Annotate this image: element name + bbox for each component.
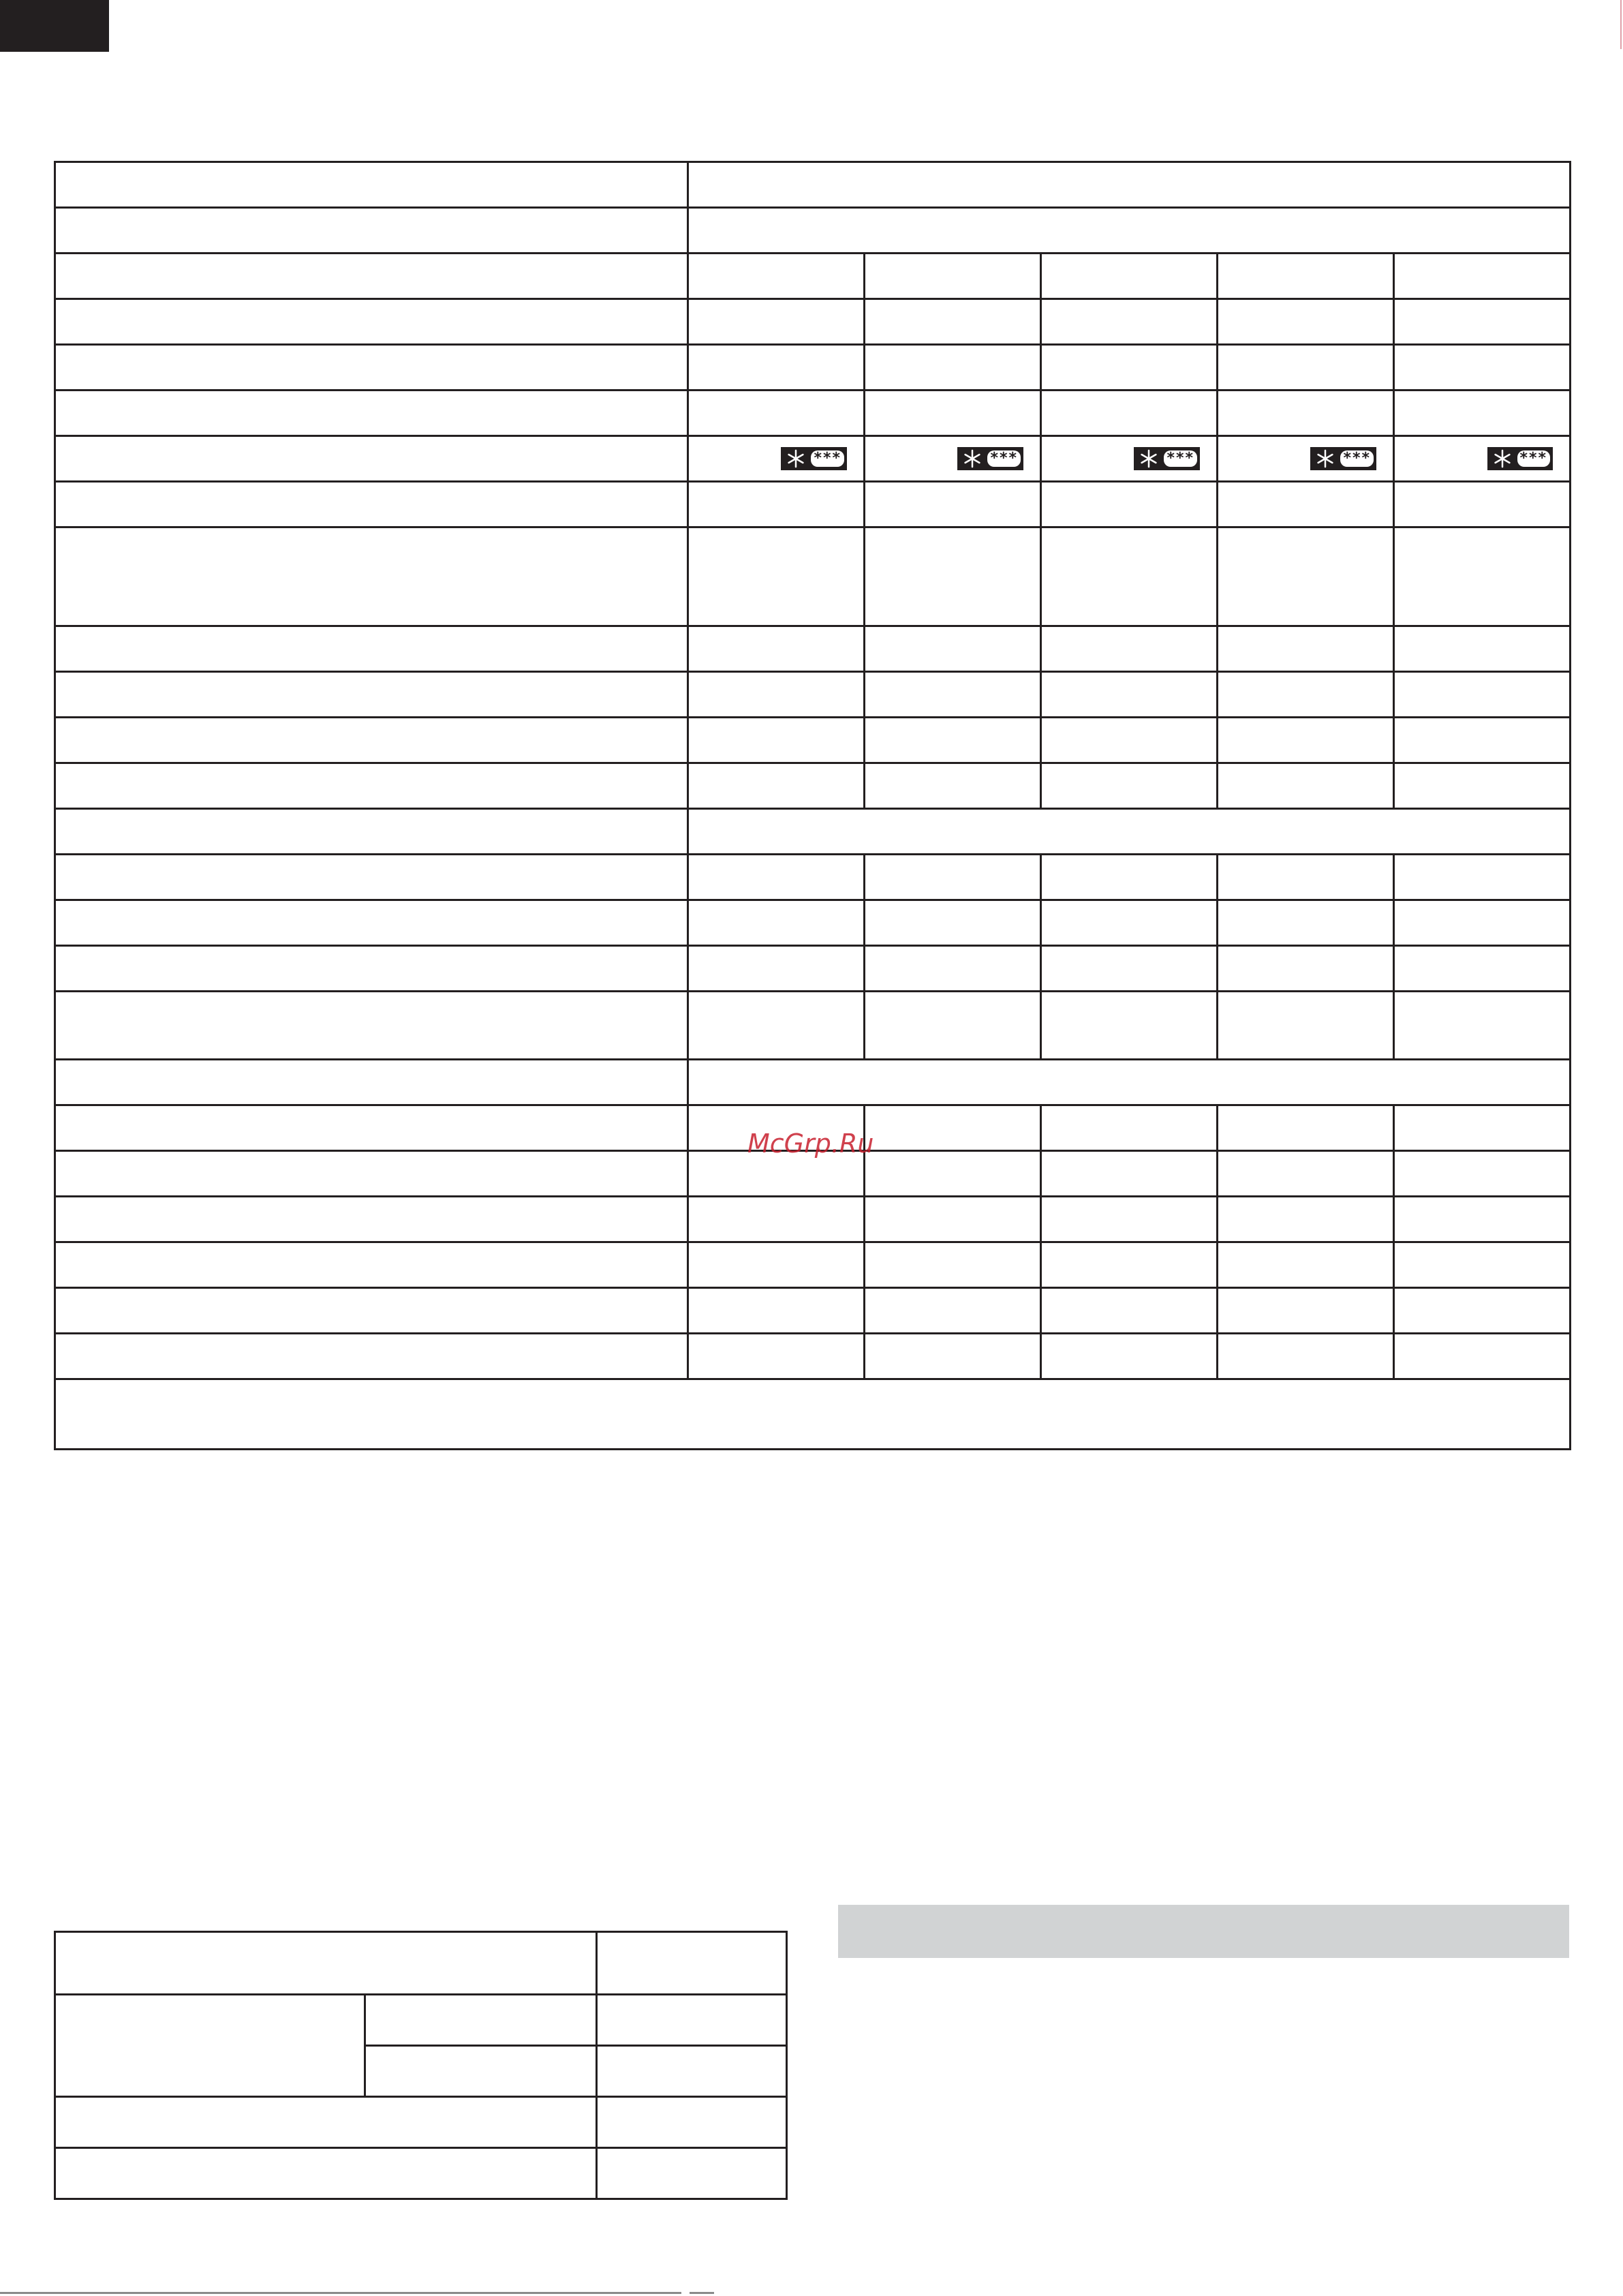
spec-value-cell <box>688 1242 865 1288</box>
spec-value-cell <box>688 855 865 900</box>
spec-row <box>55 527 1571 626</box>
spec-value-cell <box>688 1334 865 1379</box>
spec-row <box>55 855 1571 900</box>
spec-label-cell <box>55 672 688 718</box>
freezer-stars: *** <box>987 450 1021 467</box>
spec-value-cell <box>1218 1242 1394 1288</box>
spec-value-cell <box>1041 855 1218 900</box>
spec-value-span-cell <box>688 162 1571 208</box>
summary-row-header <box>55 1932 787 1995</box>
spec-value-cell <box>688 672 865 718</box>
spec-value-cell <box>1041 345 1218 391</box>
spec-row <box>55 900 1571 946</box>
spec-value-cell <box>688 992 865 1060</box>
watermark: McGrp.Ru <box>747 1129 874 1159</box>
spec-value-cell <box>1041 763 1218 809</box>
spec-row <box>55 672 1571 718</box>
spec-value-cell <box>1041 436 1218 482</box>
spec-value-cell <box>865 1151 1041 1197</box>
summary-row <box>55 2148 787 2199</box>
summary-label-cell <box>55 2148 597 2199</box>
spec-value-cell <box>688 527 865 626</box>
section-header-bar <box>838 1905 1569 1958</box>
spec-value-span-cell <box>688 208 1571 254</box>
spec-value-cell <box>865 672 1041 718</box>
spec-value-cell <box>865 1197 1041 1242</box>
spec-label-cell <box>55 162 688 208</box>
spec-row <box>55 345 1571 391</box>
spec-value-cell <box>688 1288 865 1334</box>
spec-value-cell <box>1041 946 1218 992</box>
spec-value-cell <box>1394 672 1571 718</box>
spec-value-cell <box>1218 1151 1394 1197</box>
summary-value-cell <box>597 2046 787 2097</box>
spec-value-cell <box>1394 1288 1571 1334</box>
spec-value-cell <box>688 900 865 946</box>
spec-value-cell <box>1218 626 1394 672</box>
spec-label-cell <box>55 1334 688 1379</box>
spec-value-cell <box>865 391 1041 436</box>
spec-value-cell <box>1218 946 1394 992</box>
spec-value-cell <box>1218 855 1394 900</box>
spec-label-cell <box>55 946 688 992</box>
spec-value-cell <box>688 345 865 391</box>
spec-value-cell <box>1218 763 1394 809</box>
footer-rule <box>0 2292 681 2294</box>
spec-value-cell <box>1041 1242 1218 1288</box>
spec-value-cell <box>1041 391 1218 436</box>
spec-value-cell <box>865 1288 1041 1334</box>
spec-label-cell <box>55 1060 688 1105</box>
four-star-freezer-icon <box>1487 447 1554 470</box>
spec-label-cell <box>55 436 688 482</box>
spec-value-cell <box>1394 254 1571 299</box>
spec-value-cell <box>865 855 1041 900</box>
summary-sublabel-cell <box>365 1995 597 2046</box>
spec-row <box>55 1060 1571 1105</box>
spec-value-cell <box>688 254 865 299</box>
summary-group-label-cell <box>55 1995 365 2097</box>
spec-value-cell <box>1394 482 1571 527</box>
spec-value-cell <box>688 482 865 527</box>
spec-row <box>55 162 1571 208</box>
four-star-freezer-icon <box>1310 447 1376 470</box>
spec-value-cell <box>688 946 865 992</box>
spec-label-cell <box>55 482 688 527</box>
spec-value-cell <box>865 254 1041 299</box>
spec-value-cell <box>688 1197 865 1242</box>
spec-value-cell <box>1218 391 1394 436</box>
spec-row <box>55 299 1571 345</box>
spec-value-cell <box>1218 345 1394 391</box>
spec-value-cell <box>1041 992 1218 1060</box>
spec-value-cell <box>1218 1197 1394 1242</box>
spec-row <box>55 992 1571 1060</box>
spec-value-cell <box>1218 1105 1394 1151</box>
spec-row <box>55 946 1571 992</box>
spec-value-cell <box>1218 900 1394 946</box>
spec-value-cell <box>865 299 1041 345</box>
spec-value-cell <box>688 436 865 482</box>
spec-value-cell <box>1218 527 1394 626</box>
spec-value-cell <box>1041 527 1218 626</box>
spec-value-cell <box>1041 482 1218 527</box>
spec-value-cell <box>1041 900 1218 946</box>
spec-value-cell <box>1218 718 1394 763</box>
four-star-freezer-icon <box>781 447 847 470</box>
summary-value-cell <box>597 1995 787 2046</box>
spec-label-cell <box>55 718 688 763</box>
spec-value-cell <box>865 345 1041 391</box>
spec-value-span-cell <box>688 809 1571 855</box>
spec-value-cell <box>1394 527 1571 626</box>
summary-label-cell <box>55 2097 597 2148</box>
spec-value-cell <box>1394 1334 1571 1379</box>
spec-value-cell <box>865 900 1041 946</box>
spec-label-cell <box>55 855 688 900</box>
spec-footnote-cell <box>55 1379 1571 1450</box>
spec-value-cell <box>1218 1334 1394 1379</box>
spec-value-cell <box>688 763 865 809</box>
spec-row <box>55 1197 1571 1242</box>
spec-label-cell <box>55 1288 688 1334</box>
spec-value-cell <box>865 436 1041 482</box>
spec-value-cell <box>1218 299 1394 345</box>
summary-table <box>54 1931 788 2200</box>
spec-value-cell <box>1394 391 1571 436</box>
summary-label-cell <box>55 1932 597 1995</box>
spec-label-cell <box>55 763 688 809</box>
freezer-stars: *** <box>811 450 844 467</box>
spec-value-cell <box>1394 299 1571 345</box>
summary-row <box>55 2097 787 2148</box>
spec-value-cell <box>1394 900 1571 946</box>
spec-row <box>55 208 1571 254</box>
spec-value-cell <box>1394 1105 1571 1151</box>
four-star-freezer-icon <box>1134 447 1200 470</box>
spec-value-cell <box>1394 1197 1571 1242</box>
specification-table <box>54 161 1571 1450</box>
spec-value-cell <box>1041 299 1218 345</box>
page-corner-tab <box>0 0 109 52</box>
spec-value-cell <box>865 946 1041 992</box>
spec-value-cell <box>1041 718 1218 763</box>
spec-value-cell <box>1394 718 1571 763</box>
spec-value-cell <box>1041 626 1218 672</box>
spec-value-span-cell <box>688 1060 1571 1105</box>
spec-value-cell <box>865 1334 1041 1379</box>
summary-value-cell <box>597 1932 787 1995</box>
spec-value-cell <box>865 718 1041 763</box>
spec-label-cell <box>55 1197 688 1242</box>
spec-row <box>55 1288 1571 1334</box>
freezer-stars: *** <box>1517 450 1551 467</box>
spec-value-cell <box>688 718 865 763</box>
spec-label-cell <box>55 1242 688 1288</box>
spec-value-cell <box>1218 482 1394 527</box>
spec-value-cell <box>1218 672 1394 718</box>
spec-value-cell <box>1041 1105 1218 1151</box>
spec-label-cell <box>55 809 688 855</box>
spec-row <box>55 1379 1571 1450</box>
spec-row <box>55 626 1571 672</box>
spec-row <box>55 1334 1571 1379</box>
spec-value-cell <box>1394 855 1571 900</box>
spec-value-cell <box>1041 672 1218 718</box>
spec-label-cell <box>55 900 688 946</box>
spec-value-cell <box>688 299 865 345</box>
spec-value-cell <box>1394 992 1571 1060</box>
freezer-stars: *** <box>1340 450 1374 467</box>
spec-row <box>55 718 1571 763</box>
spec-label-cell <box>55 1151 688 1197</box>
spec-label-cell <box>55 208 688 254</box>
spec-value-cell <box>688 626 865 672</box>
spec-value-cell <box>1394 1242 1571 1288</box>
spec-row <box>55 391 1571 436</box>
spec-value-cell <box>1218 436 1394 482</box>
spec-row <box>55 436 1571 482</box>
page-edge-mark <box>1620 0 1622 49</box>
spec-value-cell <box>1218 1288 1394 1334</box>
spec-value-cell <box>1394 436 1571 482</box>
spec-value-cell <box>1041 1197 1218 1242</box>
spec-value-cell <box>865 626 1041 672</box>
spec-label-cell <box>55 527 688 626</box>
spec-value-cell <box>1218 992 1394 1060</box>
spec-value-cell <box>865 1105 1041 1151</box>
spec-value-cell <box>688 391 865 436</box>
spec-value-cell <box>865 1242 1041 1288</box>
spec-value-cell <box>1394 946 1571 992</box>
spec-value-cell <box>1394 626 1571 672</box>
spec-value-cell <box>865 482 1041 527</box>
spec-value-cell <box>1394 345 1571 391</box>
spec-value-cell <box>865 527 1041 626</box>
spec-label-cell <box>55 626 688 672</box>
spec-value-cell <box>1218 254 1394 299</box>
spec-value-cell <box>865 763 1041 809</box>
spec-value-cell <box>1394 763 1571 809</box>
spec-value-cell <box>865 992 1041 1060</box>
spec-label-cell <box>55 254 688 299</box>
four-star-freezer-icon <box>957 447 1023 470</box>
summary-sublabel-cell <box>365 2046 597 2097</box>
spec-value-cell <box>1041 1288 1218 1334</box>
spec-label-cell <box>55 992 688 1060</box>
spec-value-cell <box>1394 1151 1571 1197</box>
spec-label-cell <box>55 299 688 345</box>
spec-value-cell <box>1041 254 1218 299</box>
spec-row <box>55 482 1571 527</box>
spec-value-cell <box>1041 1151 1218 1197</box>
footer-rule-segment <box>690 2292 714 2294</box>
spec-row <box>55 809 1571 855</box>
spec-row <box>55 1242 1571 1288</box>
spec-value-cell <box>1041 1334 1218 1379</box>
spec-label-cell <box>55 1105 688 1151</box>
summary-row-group-a <box>55 1995 787 2046</box>
summary-value-cell <box>597 2148 787 2199</box>
spec-row <box>55 763 1571 809</box>
spec-row <box>55 254 1571 299</box>
summary-value-cell <box>597 2097 787 2148</box>
spec-label-cell <box>55 391 688 436</box>
spec-label-cell <box>55 345 688 391</box>
freezer-stars: *** <box>1164 450 1197 467</box>
